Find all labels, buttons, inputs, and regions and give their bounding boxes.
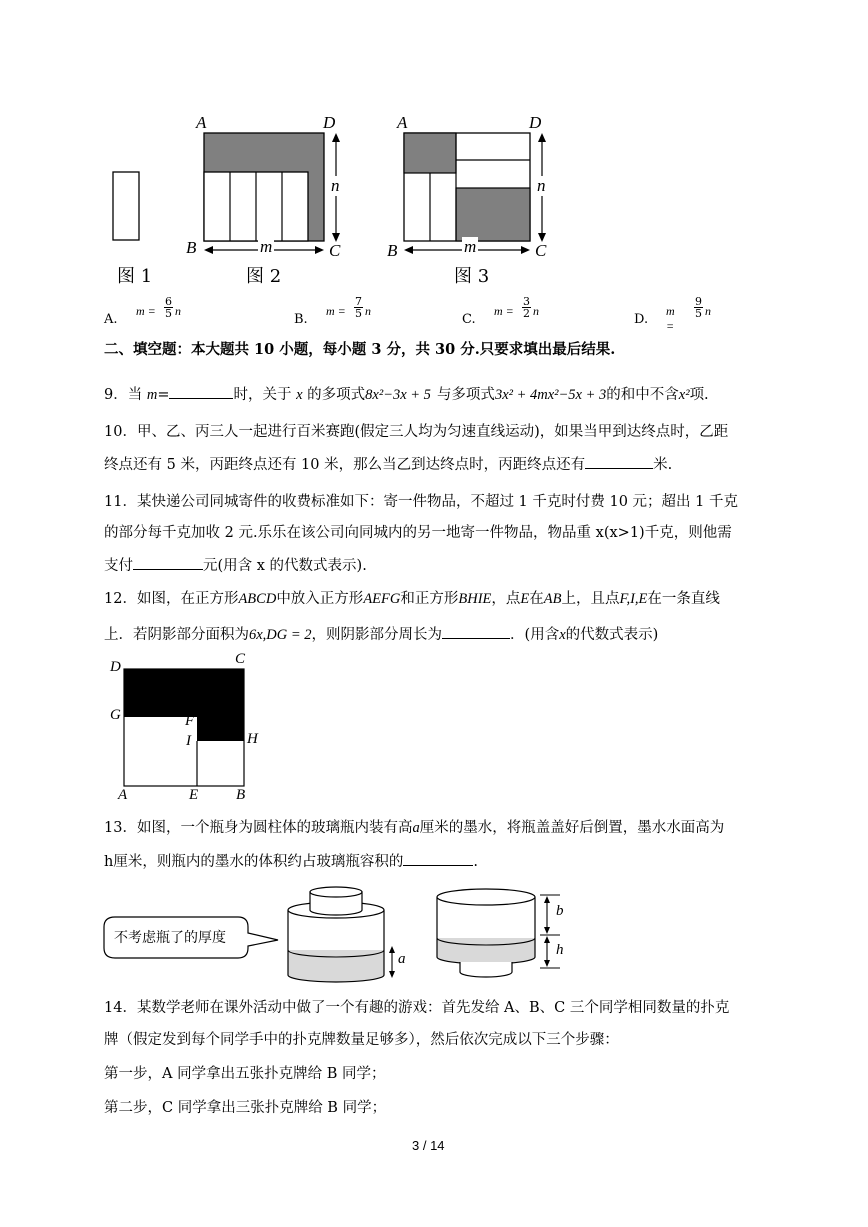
- q12-label-I: I: [186, 733, 191, 749]
- question-13-line1: 13．如图，一个瓶身为圆柱体的玻璃瓶内装有高a厘米的墨水，将瓶盖盖好后倒置，墨水水面高为: [104, 820, 725, 836]
- fig2-label-C: C: [329, 241, 341, 260]
- q12-label-C: C: [235, 651, 246, 667]
- q12-label-G: G: [110, 707, 121, 723]
- question-9: 9．当 m= 时，关于 x 的多项式8x²−3x + 5 与多项式3x² + 4mx²−5x + 3的和中不含x²项.: [104, 383, 709, 405]
- fig2-caption: 图 2: [246, 266, 282, 287]
- option-C-var: n: [533, 304, 539, 318]
- fig3-label-C: C: [535, 241, 547, 260]
- q12-shaded-region: [124, 669, 244, 741]
- option-A-lhs: m =: [136, 304, 156, 318]
- fig3-label-A: A: [397, 113, 408, 132]
- fig2-label-m: m: [260, 237, 273, 256]
- fig3-label-n: n: [537, 176, 546, 195]
- q12-label-H: H: [247, 731, 258, 747]
- q12-label-A: A: [118, 787, 128, 803]
- option-A-var: n: [175, 304, 181, 318]
- question-14-line1: 14．某数学老师在课外活动中做了一个有趣的游戏：首先发给 A、B、C 三个同学相同数量的扑克: [104, 1000, 730, 1016]
- fig2-label-A: A: [196, 113, 207, 132]
- option-C-lhs: m =: [494, 304, 514, 318]
- option-D-var: n: [705, 304, 711, 318]
- bottle-inverted: [437, 889, 560, 977]
- q12-label-B: B: [236, 787, 246, 803]
- q13-answer-blank[interactable]: [403, 850, 473, 866]
- option-C-letter[interactable]: C.: [462, 312, 476, 327]
- option-B-letter[interactable]: B.: [294, 312, 308, 327]
- q12-label-F: F: [185, 713, 195, 729]
- fig3-label-D: D: [529, 113, 542, 132]
- fig2-label-D: D: [323, 113, 336, 132]
- fig3-label-m: m: [464, 237, 477, 256]
- option-C-fraction: $\frac{3}{2}$: [523, 295, 530, 320]
- question-10-line1: 10．甲、乙、丙三人一起进行百米赛跑(假定三人均为匀速直线运动)，如果当甲到达终点时，乙距: [104, 424, 729, 440]
- fig3-shade-left: [404, 133, 456, 173]
- q10-answer-blank[interactable]: [585, 453, 653, 469]
- callout-text: 不考虑瓶了的厚度: [114, 930, 226, 946]
- answer-options: [104, 295, 711, 333]
- fig1-rect: [113, 172, 139, 240]
- section-title: 二、填空题：本大题共 10 小题，每小题 3 分，共 30 分.只要求填出最后结果.: [104, 341, 616, 358]
- bottle-upright: [288, 887, 395, 982]
- option-A-letter[interactable]: A.: [104, 312, 118, 327]
- q11-answer-blank[interactable]: [133, 554, 203, 570]
- question-12-line2: 上．若阴影部分面积为6x,DG = 2，则阴影部分周长为 ．(用含x的代数式表示): [104, 623, 658, 645]
- fig1-caption: 图 1: [117, 266, 153, 287]
- option-B-fraction: $\frac{7}{5}$: [355, 295, 362, 320]
- question-14-step1: 第一步，A 同学拿出五张扑克牌给 B 同学；: [104, 1066, 386, 1082]
- page-number: 3 / 14: [412, 1138, 445, 1153]
- fig3-caption: 图 3: [454, 266, 490, 287]
- fig2-label-B: B: [186, 238, 197, 257]
- fig3-shade-right: [456, 188, 530, 241]
- q12-label-E: E: [189, 787, 199, 803]
- option-B-var: n: [365, 304, 371, 318]
- question-11-line2: 的部分每千克加收 2 元.乐乐在该公司向同城内的另一地寄一件物品，物品重 x(x>1)千克，则他需: [104, 525, 732, 541]
- question-13-line2: h厘米，则瓶内的墨水的体积约占玻璃瓶容积的 .: [104, 850, 478, 872]
- question-11-line3: 支付 元(用含 x 的代数式表示).: [104, 554, 367, 576]
- option-D-letter[interactable]: D.: [634, 312, 649, 327]
- q12-figure: [100, 650, 280, 810]
- question-12-line1: 12．如图，在正方形ABCD中放入正方形AEFG和正方形BHIE，点E在AB上，且点F,I,E在一条直线: [104, 591, 720, 607]
- fig3-label-B: B: [387, 241, 398, 260]
- question-14-step2: 第二步，C 同学拿出三张扑克牌给 B 同学；: [104, 1100, 387, 1116]
- option-B-lhs: m =: [326, 304, 346, 318]
- fig2-label-n: n: [331, 176, 340, 195]
- q12-label-D: D: [110, 659, 121, 675]
- q13-label-b: b: [556, 903, 564, 919]
- q13-label-h: h: [556, 942, 564, 958]
- question-14-line2: 牌（假定发到每个同学手中的扑克牌数量足够多），然后依次完成以下三个步骤：: [104, 1032, 619, 1048]
- q12-answer-blank[interactable]: [442, 623, 510, 639]
- option-D-lhs: m =: [666, 304, 675, 333]
- option-D-fraction: $\frac{9}{5}$: [695, 295, 702, 320]
- question-10-line2: 终点还有 5 米，丙距终点还有 10 米，那么当乙到达终点时，丙距终点还有 米.: [104, 453, 672, 475]
- q13-label-a: a: [398, 951, 406, 967]
- question-11-line1: 11．某快递公司同城寄件的收费标准如下：寄一件物品，不超过 1 千克时付费 10 元；超出 1 千克: [104, 494, 739, 510]
- q9-answer-blank[interactable]: [169, 383, 233, 399]
- option-A-fraction: $\frac{6}{5}$: [165, 295, 172, 320]
